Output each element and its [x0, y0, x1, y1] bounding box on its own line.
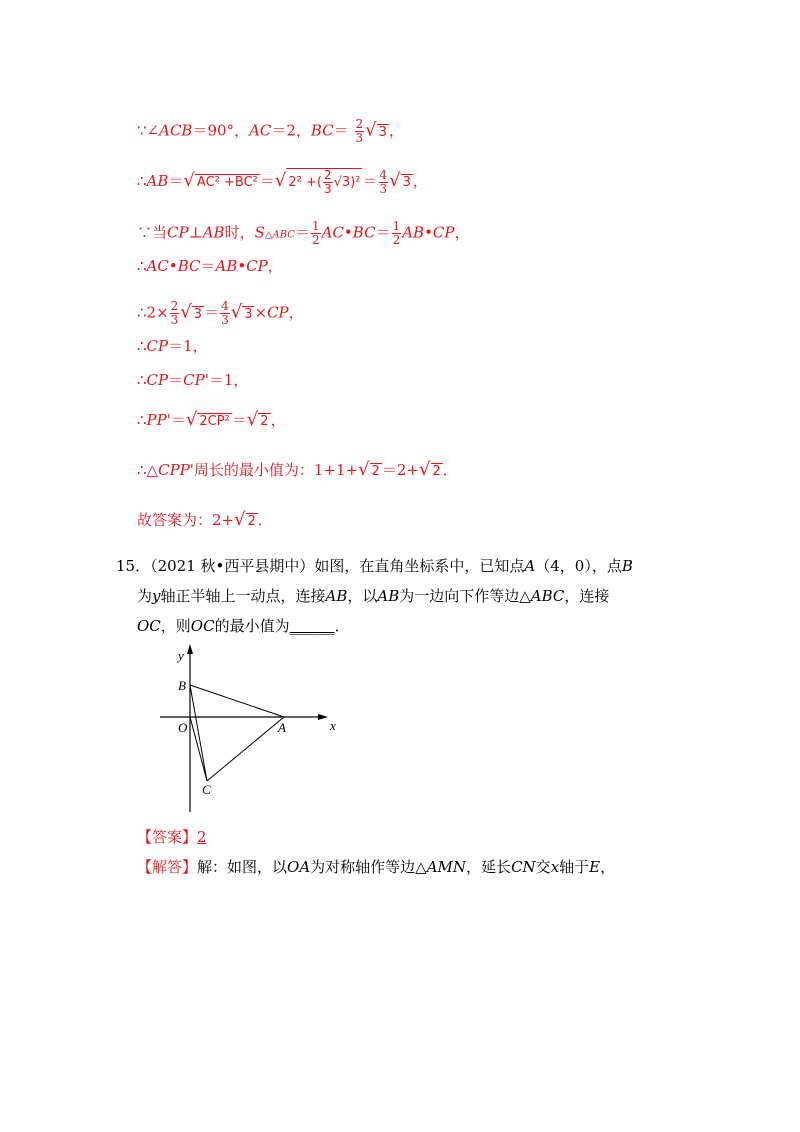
analysis-line: 【解答】解：如图，以OA为对称轴作等边△AMN，延长CN交x轴于E，	[137, 858, 616, 876]
question-15-line-3: OC，则OC的最小值为______．	[137, 617, 350, 635]
question-15-line-1: 15．（2021 秋•西平县期中）如图，在直角坐标系中，已知点A（4，0），点B	[116, 557, 633, 575]
label-c: C	[202, 782, 211, 797]
final-answer-line: 故答案为：2+√ 2 ．	[137, 509, 273, 530]
answer-value: 2	[197, 828, 207, 846]
segment-oc	[190, 717, 207, 781]
solution-line-2: ∴AB＝√ AC² +BC² ＝√ 2² +( $\frac{2}{3}$ √3)² ＝ $\frac{4}{3}$ √ 3 ，	[137, 167, 428, 196]
segment-ab	[190, 685, 284, 717]
label-x: x	[330, 718, 336, 733]
label-b: B	[178, 678, 186, 693]
solution-line-8: ∴PP'＝√ 2CP² ＝√ 2 ，	[137, 409, 286, 430]
segment-ac	[207, 717, 284, 781]
solution-line-5: ∴2× $\frac{2}{3}$ √ 3 ＝ $\frac{4}{3}$ √ 3 ×CP，	[137, 299, 304, 327]
label-y: y	[178, 648, 184, 663]
solution-line-1: ∵∠ACB＝90°，AC＝2，BC＝ $\frac{2}{3}$ √ 3 ，	[137, 117, 404, 145]
answer-tag: 【答案】	[137, 828, 198, 846]
solution-line-7: ∴CP＝CP'＝1，	[137, 371, 249, 389]
question-15-line-2: 为y轴正半轴上一动点，连接AB，以AB为一边向下作等边△ABC，连接	[137, 587, 610, 605]
analysis-tag: 【解答】	[137, 858, 198, 876]
solution-line-3: ∵当CP⊥AB时，S△ABC＝ $\frac{1}{2}$ AC•BC＝ $\frac{1}{2}$ AB•CP，	[137, 219, 470, 247]
label-a: A	[278, 720, 286, 735]
solution-line-4: ∴AC•BC＝AB•CP，	[137, 257, 283, 275]
label-o: O	[178, 720, 188, 735]
fraction: $\frac{2}{3}$	[355, 117, 364, 145]
solution-line-6: ∴CP＝1，	[137, 337, 208, 355]
y-axis-arrow	[187, 644, 193, 654]
segment-bc	[190, 685, 207, 781]
solution-line-9: ∴△CPP'周长的最小值为：1+1+√ 2 ＝2+√ 2 ．	[137, 459, 458, 480]
x-axis-arrow	[318, 714, 328, 720]
coordinate-figure	[160, 640, 360, 820]
answer-line	[137, 826, 207, 847]
